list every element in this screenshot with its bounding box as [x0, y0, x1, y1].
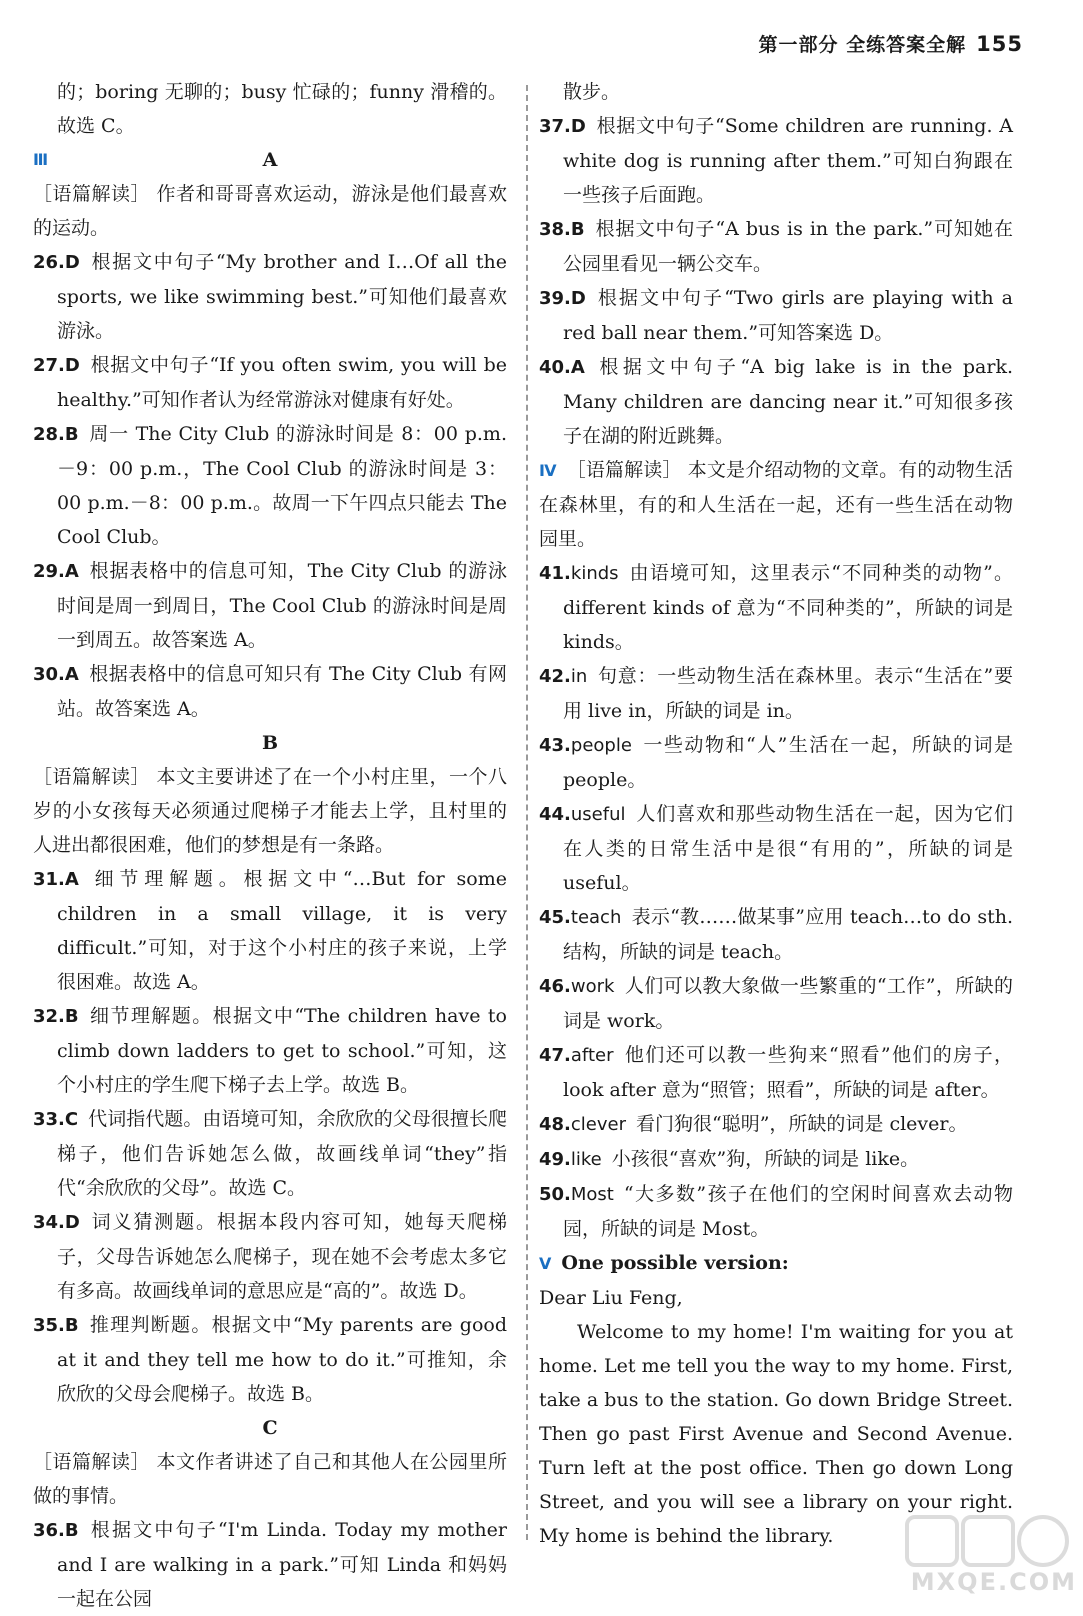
answer-50 [539, 1177, 1013, 1246]
answer-number: 50. [539, 1184, 571, 1205]
answer-35 [33, 1308, 507, 1411]
answer-33 [33, 1102, 507, 1205]
answer-number: 26.D [33, 252, 80, 273]
answer-explanation: 他们还可以教一些狗来“照看”他们的房子，look after 意为“照管；照看”，所缺的词是 after。 [563, 1044, 1013, 1101]
section-c-label: C [262, 1417, 278, 1439]
answer-29 [33, 554, 507, 657]
answer-number: 49. [539, 1149, 571, 1170]
answer-42 [539, 659, 1013, 728]
letter-body: Welcome to my home! I'm waiting for you at home. Let me tell you the way to my home. First, take a bus to the station. Go down Bridge Street. Then go past First Avenue and Second Avenue. Turn left at the post office. Then go down Long Street, and you will see a library on your right. My home is behind the library. [539, 1321, 1013, 1547]
answer-explanation: 人们喜欢和那些动物生活在一起，因为它们在人类的日常生活中是很“有用的”，所缺的词是 useful。 [563, 803, 1013, 894]
writing-title: One possible version: [561, 1252, 789, 1274]
answer-47 [539, 1038, 1013, 1107]
answer-explanation: 根据文中句子“A bus is in the park.”可知她在公园里看见一辆公交车。 [563, 218, 1013, 275]
answer-explanation: 根据文中句子“If you often swim, you will be healthy.”可知作者认为经常游泳对健康有好处。 [57, 354, 507, 411]
roman-numeral-4: Ⅳ [539, 461, 557, 480]
answer-26 [33, 245, 507, 348]
section-b-label: B [261, 732, 279, 754]
answer-explanation: 细节理解题。根据文中“…But for some children in a small village, it is very difficult.”可知，对于这个小村庄的孩子来说，上学很困难。故选 A。 [57, 868, 507, 993]
answer-word: kinds [570, 563, 619, 584]
answer-explanation: 根据文中句子“Two girls are playing with a red ball near them.”可知答案选 D。 [563, 287, 1013, 344]
passage-c-summary: ［语篇解读］ 本文作者讲述了自己和其他人在公园里所做的事情。 [33, 1451, 507, 1507]
section-a-label: A [262, 149, 278, 171]
answer-number: 43. [539, 735, 571, 756]
answer-number: 46. [539, 976, 571, 997]
answer-explanation: 根据文中句子“A big lake is in the park. Many children are dancing near it.”可知很多孩子在湖的附近跳舞。 [563, 356, 1013, 447]
answer-word: Most [570, 1184, 614, 1205]
answer-explanation: 看门狗很“聪明”，所缺的词是 clever。 [636, 1113, 968, 1135]
answer-40 [539, 350, 1013, 453]
answer-36 [33, 1513, 507, 1616]
answer-number: 45. [539, 907, 571, 928]
answer-number: 44. [539, 804, 571, 825]
answer-45 [539, 900, 1013, 969]
answer-39 [539, 281, 1013, 350]
answer-number: 37.D [539, 116, 586, 137]
answer-explanation: 代词指代题。由语境可知，余欣欣的父母很擅长爬梯子，他们告诉她怎么做，故画线单词“they”指代“余欣欣的父母”。故选 C。 [57, 1108, 507, 1199]
page-header [759, 30, 1023, 57]
answer-explanation: 周一 The City Club 的游泳时间是 8：00 p.m.－9：00 p.m.，The Cool Club 的游泳时间是 3：00 p.m.－8：00 p.m.。故周一下午四点只能去 The Cool Club。 [57, 423, 507, 548]
answer-number: 36.B [33, 1520, 79, 1541]
answer-number: 27.D [33, 355, 80, 376]
answer-explanation: 根据文中句子“I'm Linda. Today my mother and I are walking in a park.”可知 Linda 和妈妈一起在公园 [57, 1519, 507, 1610]
roman-numeral-3: Ⅲ [33, 150, 49, 169]
answer-number: 38.B [539, 219, 585, 240]
answer-31 [33, 862, 507, 999]
passage-a-summary: ［语篇解读］ 作者和哥哥喜欢运动，游泳是他们最喜欢的运动。 [33, 183, 507, 239]
answer-43 [539, 728, 1013, 797]
answer-number: 48. [539, 1114, 571, 1135]
answer-number: 34.D [33, 1212, 80, 1233]
answer-explanation: 一些动物和“人”生活在一起，所缺的词是 people。 [563, 734, 1013, 791]
letter-salutation: Dear Liu Feng, [539, 1287, 683, 1309]
answer-word: after [570, 1045, 614, 1066]
answer-41 [539, 556, 1013, 659]
answer-30 [33, 657, 507, 726]
roman-numeral-5: Ⅴ [539, 1254, 552, 1273]
section-a-heading [33, 143, 507, 177]
answer-number: 41. [539, 563, 571, 584]
answer-48 [539, 1107, 1013, 1142]
answer-44 [539, 797, 1013, 900]
prev-answer-continuation: 的；boring 无聊的；busy 忙碌的；funny 滑稽的。故选 C。 [57, 81, 507, 137]
answer-explanation: 根据文中句子“My brother and I…Of all the sports, we like swimming best.”可知他们最喜欢游泳。 [57, 251, 507, 342]
answer-number: 33.C [33, 1109, 79, 1130]
answer-word: in [570, 666, 588, 687]
answer-explanation: 推理判断题。根据文中“My parents are good at it and they tell me how to do it.”可推知，余欣欣的父母会爬梯子。故选 B。 [57, 1314, 507, 1405]
writing-heading [539, 1246, 1013, 1281]
answer-37 [539, 109, 1013, 212]
passage-b-summary: ［语篇解读］ 本文主要讲述了在一个小村庄里，一个八岁的小女孩每天必须通过爬梯子才能去上学，且村里的人进出都很困难，他们的梦想是有一条路。 [33, 766, 507, 856]
answer-number: 47. [539, 1045, 571, 1066]
answer-explanation: “大多数”孩子在他们的空闲时间喜欢去动物园，所缺的词是 Most。 [563, 1183, 1013, 1240]
answer-number: 35.B [33, 1315, 79, 1336]
answer-32 [33, 999, 507, 1102]
answer-explanation: 小孩很“喜欢”狗，所缺的词是 like。 [611, 1148, 920, 1170]
answer-explanation: 根据表格中的信息可知，The City Club 的游泳时间是周一到周日，The Cool Club 的游泳时间是周一到周五。故答案选 A。 [57, 560, 507, 651]
watermark-text: MXQE.COM [910, 1568, 1077, 1596]
answer-explanation: 细节理解题。根据文中“The children have to climb down ladders to get to school.”可知，这个小村庄的学生爬下梯子去上学。故选 B。 [57, 1005, 507, 1096]
answer-explanation: 人们可以教大象做一些繁重的“工作”，所缺的词是 work。 [563, 975, 1013, 1032]
answer-word: work [570, 976, 615, 997]
answer-explanation: 词义猜测题。根据本段内容可知，她每天爬梯子，父母告诉她怎么爬梯子，现在她不会考虑太多它有多高。故画线单词的意思应是“高的”。故选 D。 [57, 1211, 507, 1302]
answer-explanation: 根据表格中的信息可知只有 The City Club 有网站。故答案选 A。 [57, 663, 507, 720]
answer-number: 32.B [33, 1006, 79, 1027]
answer-34 [33, 1205, 507, 1308]
passage-iv-text: ［语篇解读］ 本文是介绍动物的文章。有的动物生活在森林里，有的和人生活在一起，还有一些生活在动物园里。 [539, 459, 1013, 550]
answer-49 [539, 1142, 1013, 1177]
answer-28 [33, 417, 507, 554]
passage-iv-summary [539, 453, 1013, 556]
left-column [33, 75, 507, 1616]
answer-explanation: 表示“教……做某事”应用 teach…to do sth. 结构，所缺的词是 teach。 [563, 906, 1013, 963]
section-title: 第一部分 全练答案全解 [758, 34, 967, 56]
answer-word: useful [570, 804, 626, 825]
answer-27 [33, 348, 507, 417]
answer-explanation: 根据文中句子“Some children are running. A white dog is running after them.”可知白狗跟在一些孩子后面跑。 [563, 115, 1013, 206]
answer-38 [539, 212, 1013, 281]
answer-explanation: 句意：一些动物生活在森林里。表示“生活在”要用 live in，所缺的词是 in。 [563, 665, 1013, 722]
answer-46 [539, 969, 1013, 1038]
answer-number: 31.A [33, 869, 79, 890]
watermark [889, 1511, 1079, 1596]
answer-number: 28.B [33, 424, 79, 445]
answer-number: 29.A [33, 561, 79, 582]
answer-word: clever [570, 1114, 626, 1135]
answer-36-continuation: 散步。 [563, 81, 621, 103]
answer-number: 42. [539, 666, 571, 687]
answer-number: 30.A [33, 664, 79, 685]
answer-word: people [570, 735, 632, 756]
answer-explanation: 由语境可知，这里表示“不同种类的动物”。different kinds of 意为“不同种类的”，所缺的词是 kinds。 [563, 562, 1013, 653]
watermark-logo-icon [903, 1511, 1073, 1571]
answer-number: 40.A [539, 357, 585, 378]
page-number: 155 [976, 32, 1023, 56]
column-divider [526, 85, 528, 1540]
right-column [539, 75, 1013, 1553]
answer-word: like [570, 1149, 602, 1170]
answer-word: teach [570, 907, 622, 928]
answer-number: 39.D [539, 288, 586, 309]
